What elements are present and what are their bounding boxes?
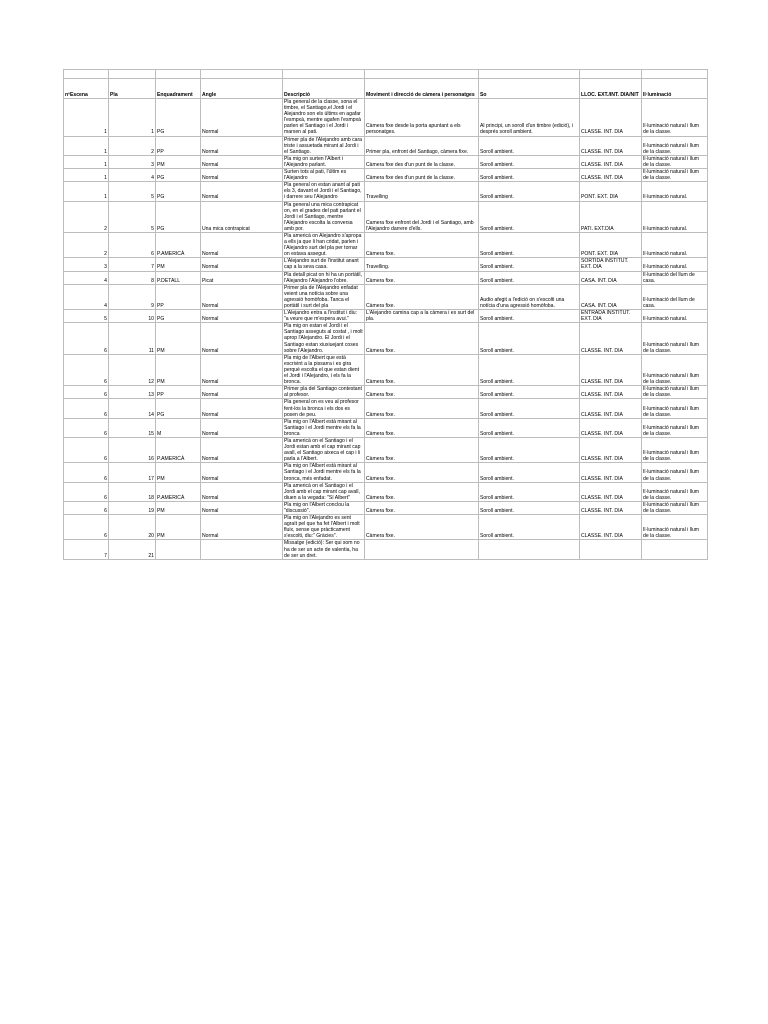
table-row — [64, 418, 708, 437]
cell-moviment: Càmera fixe. — [365, 463, 479, 482]
cell-angle: Normal — [201, 232, 283, 257]
cell-descripcio: Pla americà on el Santiago i el Jordi estan amb el cap mirant cap avall, el Santiago aixeca el cap i li parla a l'Albert. — [283, 437, 365, 462]
cell-enquadrament — [156, 540, 201, 559]
cell-lloc: CLASSE. INT. DIA — [580, 386, 642, 399]
table-row — [64, 463, 708, 482]
cell-enquadrament: P.AMERICÀ — [156, 232, 201, 257]
cell-angle: Normal — [201, 323, 283, 354]
table-row — [64, 136, 708, 155]
cell-lloc: CLASSE. INT. DIA — [580, 501, 642, 514]
header-enquadrament: Enquadrament — [156, 79, 201, 99]
cell-illuminacio — [642, 540, 708, 559]
cell-escena: 1 — [64, 169, 109, 182]
cell-enquadrament: PG — [156, 169, 201, 182]
storyboard-table — [63, 69, 708, 560]
empty-cell — [580, 70, 642, 79]
table-row — [64, 155, 708, 168]
cell-escena: 4 — [64, 284, 109, 309]
cell-so: Soroll ambient. — [479, 136, 580, 155]
cell-illuminacio: Il·luminació natural i llum de la classe. — [642, 437, 708, 462]
cell-escena: 6 — [64, 354, 109, 385]
cell-escena: 4 — [64, 271, 109, 284]
cell-moviment: Càmera fixe. — [365, 501, 479, 514]
table-row — [64, 310, 708, 323]
cell-moviment: Càmera fixe. — [365, 386, 479, 399]
cell-moviment: Càmera fixe. — [365, 482, 479, 501]
cell-escena: 6 — [64, 482, 109, 501]
cell-lloc: ENTRADA INSTITUT. EXT. DIA — [580, 310, 642, 323]
header-escena: nºEscena — [64, 79, 109, 99]
cell-escena: 2 — [64, 201, 109, 232]
cell-angle: Normal — [201, 284, 283, 309]
cell-lloc: CLASSE. INT. DIA — [580, 463, 642, 482]
cell-descripcio: Pla americà on el Santiago i el Jordi amb el cap mirant cap avall, diuen a la vegada: "Sí Albert" — [283, 482, 365, 501]
header-descripcio: Descripció — [283, 79, 365, 99]
header-angle: Angle — [201, 79, 283, 99]
cell-so: Soroll ambient. — [479, 482, 580, 501]
cell-lloc: CASA. INT. DIA — [580, 284, 642, 309]
cell-so: Soroll ambient. — [479, 437, 580, 462]
cell-lloc: SORTIDA INSTITUT. EXT. DIA — [580, 258, 642, 271]
cell-lloc: CLASSE. INT. DIA — [580, 482, 642, 501]
cell-descripcio: Pla mig on surten l'Albert i l'Alejandro parlant. — [283, 155, 365, 168]
cell-descripcio: Pla mig de l'Albert que està escrivint a la pissarra i es gira perquè escolta el que estan dient el Jordi i l'Alejandro, i els fa la bronca. — [283, 354, 365, 385]
cell-moviment: Travelling. — [365, 258, 479, 271]
cell-descripcio: Missatge (edició): Ser qui som no ha de ser un acte de valentia, ha de ser un dret. — [283, 540, 365, 559]
cell-illuminacio: Il·luminació natural i llum de la classe. — [642, 399, 708, 418]
cell-pla: 9 — [109, 284, 156, 309]
cell-so: Soroll ambient. — [479, 501, 580, 514]
cell-escena: 1 — [64, 99, 109, 137]
cell-lloc: CLASSE. INT. DIA — [580, 437, 642, 462]
cell-pla: 12 — [109, 354, 156, 385]
cell-enquadrament: PP — [156, 136, 201, 155]
cell-pla: 13 — [109, 386, 156, 399]
cell-illuminacio: Il·luminació natural. — [642, 182, 708, 201]
cell-escena: 2 — [64, 232, 109, 257]
cell-illuminacio: Il·luminació natural i llum de la classe. — [642, 482, 708, 501]
cell-moviment: Càmera fixe. — [365, 437, 479, 462]
cell-pla: 5 — [109, 201, 156, 232]
cell-moviment: Camera fixe enfront del Jordi i el Santiago, amb l'Alejandro darrere d'ells. — [365, 201, 479, 232]
table-row — [64, 271, 708, 284]
cell-lloc: CLASSE. INT. DIA — [580, 515, 642, 540]
empty-cell — [365, 70, 479, 79]
cell-so: Soroll ambient. — [479, 310, 580, 323]
cell-descripcio: Primer pla del Santiago contestant al profesor. — [283, 386, 365, 399]
cell-so: Soroll ambient. — [479, 155, 580, 168]
cell-illuminacio: Il·luminació natural. — [642, 201, 708, 232]
cell-escena: 6 — [64, 399, 109, 418]
table-row — [64, 201, 708, 232]
empty-cell — [479, 70, 580, 79]
empty-cell — [642, 70, 708, 79]
table-row — [64, 182, 708, 201]
cell-moviment: Càmera fixe. — [365, 232, 479, 257]
cell-lloc: CLASSE. INT. DIA — [580, 418, 642, 437]
cell-angle: Normal — [201, 310, 283, 323]
cell-moviment: Càmera fixe. — [365, 323, 479, 354]
cell-angle: Normal — [201, 136, 283, 155]
cell-descripcio: Pla mig on l'Albert està mirant al Santiago i el Jordi mentre els fa la bronca, més enfadat. — [283, 463, 365, 482]
cell-lloc: CLASSE. INT. DIA — [580, 399, 642, 418]
cell-angle: Normal — [201, 169, 283, 182]
cell-descripcio: Pla mig on l'Albert conclou la "discussió". — [283, 501, 365, 514]
cell-escena: 6 — [64, 515, 109, 540]
cell-pla: 10 — [109, 310, 156, 323]
cell-lloc: PONT. EXT. DIA — [580, 182, 642, 201]
cell-descripcio: Primer pla de l'Alejandro enfadat veient una notícia sobre una agressió homòfoba. Tanca el portàtil i surt del pla — [283, 284, 365, 309]
cell-so: Soroll ambient. — [479, 386, 580, 399]
cell-so: Soroll ambient. — [479, 418, 580, 437]
cell-enquadrament: PM — [156, 463, 201, 482]
cell-enquadrament: PM — [156, 354, 201, 385]
cell-descripcio: Pla general de la classe, sona el timbre, el Santiago,el Jordi i el Alejandro son els últims en agafar l'esmpxà, mentre agafen l'esmpxà parlen el Santiago i el Jordi i marxen al pati. — [283, 99, 365, 137]
cell-illuminacio: Il·luminació natural i llum de la classe. — [642, 354, 708, 385]
cell-escena: 3 — [64, 258, 109, 271]
cell-enquadrament: PP — [156, 386, 201, 399]
cell-angle: Normal — [201, 155, 283, 168]
header-lloc: LLOC. EXT./INT. DIA/NIT — [580, 79, 642, 99]
cell-pla: 2 — [109, 136, 156, 155]
cell-escena: 1 — [64, 136, 109, 155]
header-pla: Pla — [109, 79, 156, 99]
table-row — [64, 354, 708, 385]
cell-pla: 21 — [109, 540, 156, 559]
table-row — [64, 437, 708, 462]
cell-angle: Normal — [201, 418, 283, 437]
cell-angle: Picat — [201, 271, 283, 284]
cell-descripcio: Pla general on es veu al profesor fent-los la bronca i els dos es posen de peu. — [283, 399, 365, 418]
cell-illuminacio: Il·luminació natural i llum de la classe. — [642, 169, 708, 182]
cell-lloc: CLASSE. INT. DIA — [580, 354, 642, 385]
cell-lloc: PATI. EXT.DIA — [580, 201, 642, 232]
cell-so: Soroll ambient. — [479, 258, 580, 271]
cell-moviment: Càmera fixe. — [365, 271, 479, 284]
cell-angle — [201, 540, 283, 559]
cell-descripcio: Primer pla de l'Alejandro amb cara triste i assuetada mirant al Jordi i el Santiago. — [283, 136, 365, 155]
cell-enquadrament: P.DETALL — [156, 271, 201, 284]
cell-moviment: Càmera fixe. — [365, 354, 479, 385]
cell-illuminacio: Il·luminació natural i llum de la classe. — [642, 386, 708, 399]
cell-enquadrament: PG — [156, 201, 201, 232]
cell-descripcio: Pla detall picat on hi ha un portàtil, l'Alejandro l'Alejandro l'obre. — [283, 271, 365, 284]
header-so: So — [479, 79, 580, 99]
cell-enquadrament: M — [156, 418, 201, 437]
cell-moviment: L'Alejandro camina cap a la càmera i es surt del pla. — [365, 310, 479, 323]
cell-illuminacio: Il·luminació natural i llum de la classe. — [642, 136, 708, 155]
cell-so — [479, 540, 580, 559]
table-row — [64, 323, 708, 354]
cell-pla: 6 — [109, 232, 156, 257]
cell-so: Soroll ambient. — [479, 169, 580, 182]
cell-so: Soroll ambient. — [479, 201, 580, 232]
blank-row — [64, 70, 708, 79]
cell-escena: 6 — [64, 501, 109, 514]
table-row — [64, 399, 708, 418]
cell-enquadrament: PG — [156, 310, 201, 323]
cell-illuminacio: Il·luminació natural i llum de la classe. — [642, 515, 708, 540]
cell-so: Soroll ambient. — [479, 463, 580, 482]
cell-illuminacio: Il·luminació del llum de casa. — [642, 271, 708, 284]
cell-enquadrament: PM — [156, 323, 201, 354]
cell-so: Soroll ambient. — [479, 271, 580, 284]
cell-pla: 20 — [109, 515, 156, 540]
cell-illuminacio: Il·luminació natural i llum de la classe. — [642, 99, 708, 137]
cell-enquadrament: P.AMERICÀ — [156, 482, 201, 501]
cell-lloc: CASA. INT. DIA — [580, 271, 642, 284]
cell-enquadrament: PM — [156, 501, 201, 514]
table-row — [64, 386, 708, 399]
cell-illuminacio: Il·luminació natural i llum de la classe. — [642, 501, 708, 514]
cell-moviment: Càmera fixe des d'un punt de la classe. — [365, 155, 479, 168]
cell-enquadrament: PP — [156, 284, 201, 309]
cell-angle: Normal — [201, 99, 283, 137]
cell-moviment — [365, 540, 479, 559]
cell-escena: 1 — [64, 155, 109, 168]
cell-angle: Normal — [201, 399, 283, 418]
cell-so: Soroll ambient. — [479, 354, 580, 385]
cell-moviment: Primer pla, enfront del Santiago, càmera fixe. — [365, 136, 479, 155]
cell-illuminacio: Il·luminació del llum de casa. — [642, 284, 708, 309]
cell-angle: Normal — [201, 258, 283, 271]
cell-enquadrament: PM — [156, 155, 201, 168]
cell-descripcio: Pla general una mica contrapicat on, en el grades del pati parlant el Jordi i el Santiago, mentre l'Alejandro escolta la conversa amb por. — [283, 201, 365, 232]
cell-angle: Normal — [201, 182, 283, 201]
cell-escena: 5 — [64, 310, 109, 323]
cell-escena: 6 — [64, 386, 109, 399]
cell-so: Soroll ambient. — [479, 232, 580, 257]
cell-pla: 4 — [109, 169, 156, 182]
table-row — [64, 501, 708, 514]
table-row — [64, 232, 708, 257]
cell-illuminacio: Il·luminació natural i llum de la classe. — [642, 323, 708, 354]
cell-pla: 19 — [109, 501, 156, 514]
cell-moviment: Càmera fixe. — [365, 515, 479, 540]
cell-moviment: Càmera fixe des d'un punt de la classe. — [365, 169, 479, 182]
cell-angle: Normal — [201, 354, 283, 385]
cell-moviment: Càmera fixe. — [365, 284, 479, 309]
cell-so: Soroll ambient. — [479, 323, 580, 354]
cell-enquadrament: PM — [156, 258, 201, 271]
cell-illuminacio: Il·luminació natural i llum de la classe. — [642, 155, 708, 168]
cell-pla: 1 — [109, 99, 156, 137]
cell-moviment: Travelling — [365, 182, 479, 201]
cell-pla: 15 — [109, 418, 156, 437]
cell-escena: 6 — [64, 418, 109, 437]
cell-escena: 6 — [64, 437, 109, 462]
empty-cell — [64, 70, 109, 79]
cell-angle: Normal — [201, 482, 283, 501]
header-row — [64, 79, 708, 99]
cell-angle: Una mica contrapicat — [201, 201, 283, 232]
cell-pla: 11 — [109, 323, 156, 354]
table-row — [64, 169, 708, 182]
cell-angle: Normal — [201, 501, 283, 514]
cell-pla: 5 — [109, 182, 156, 201]
cell-illuminacio: Il·luminació natural i llum de la classe. — [642, 463, 708, 482]
cell-enquadrament: P.AMERICÀ — [156, 437, 201, 462]
cell-descripcio: L'Alejandro surt de l'institut anant cap a la seva casa. — [283, 258, 365, 271]
empty-cell — [201, 70, 283, 79]
cell-lloc: CLASSE. INT. DIA — [580, 136, 642, 155]
header-illuminacio: Il·luminació — [642, 79, 708, 99]
empty-cell — [283, 70, 365, 79]
cell-enquadrament: PG — [156, 182, 201, 201]
cell-descripcio: L'Alejandro entra a l'institut i diu: "a veure que m'espera avui." — [283, 310, 365, 323]
cell-moviment: Càmera fixe desde la porta apuntant a els personatges. — [365, 99, 479, 137]
cell-moviment: Càmera fixe. — [365, 418, 479, 437]
cell-descripcio: Pla mig on estan el Jordi i el Santiago asseguts al costat , i molt aprop l'Alejandro. El Jordi i el Santiago estan xiuxiuejant coses sobre l'Alejandro. — [284, 323, 363, 354]
cell-angle: Normal — [201, 386, 283, 399]
cell-pla: 17 — [109, 463, 156, 482]
cell-lloc: CLASSE. INT. DIA — [580, 155, 642, 168]
cell-angle: Normal — [201, 437, 283, 462]
cell-illuminacio: Il·luminació natural. — [642, 310, 708, 323]
table-row — [64, 99, 708, 137]
cell-so: Al principi, un sorolI d'un timbre (edició), i després soroll ambient. — [479, 99, 580, 137]
cell-lloc: CLASSE. INT. DIA — [580, 99, 642, 137]
cell-illuminacio: Il·luminació natural. — [642, 258, 708, 271]
cell-so: Soroll ambient. — [479, 182, 580, 201]
cell-angle: Normal — [201, 515, 283, 540]
cell-pla: 7 — [109, 258, 156, 271]
cell-descripcio: Pla general on estan anant al pati els 3, davant el Jordi i el Santiago, i darrere seu l'Alejandro — [283, 182, 365, 201]
cell-angle: Normal — [201, 463, 283, 482]
cell-descripcio: Pla mig on l'Albert està mirant al Santiago i el Jordi mentre els fa la bronca — [283, 418, 365, 437]
cell-descripcio: Pla americà on Alejandro s'apropa a ells ja que li han cridat, parlen i l'Alejandro surt del pla per tornar on estava assegut. — [283, 232, 365, 257]
cell-enquadrament: PG — [156, 99, 201, 137]
cell-pla: 14 — [109, 399, 156, 418]
table-body — [64, 70, 708, 560]
table-row — [64, 258, 708, 271]
cell-so: Audio afegit a l'edició on s'escolti una notícia d'una agressió homòfoba. — [479, 284, 580, 309]
cell-pla: 3 — [109, 155, 156, 168]
table-row — [64, 540, 708, 559]
cell-escena: 1 — [64, 182, 109, 201]
table-row — [64, 515, 708, 540]
cell-so: Soroll ambient. — [479, 515, 580, 540]
header-moviment: Moviment i direcció de càmera i personatges — [365, 79, 479, 99]
empty-cell — [109, 70, 156, 79]
cell-descripcio: Pla mig on l'Alejandro es sent agraït pel que ha fet l'Albert i molt fluix, sense que pràcticament s'escolti, diu:" Gràcies". — [283, 515, 365, 540]
cell-lloc: PONT. EXT. DIA — [580, 232, 642, 257]
cell-escena: 7 — [64, 540, 109, 559]
cell-pla: 8 — [109, 271, 156, 284]
cell-enquadrament: PM — [156, 515, 201, 540]
cell-pla: 18 — [109, 482, 156, 501]
cell-moviment: Càmera fixe. — [365, 399, 479, 418]
cell-lloc — [580, 540, 642, 559]
cell-escena: 6 — [64, 323, 109, 354]
cell-illuminacio: Il·luminació natural i llum de la classe. — [642, 418, 708, 437]
empty-cell — [156, 70, 201, 79]
cell-lloc: CLASSE. INT. DIA — [580, 323, 642, 354]
cell-so: Soroll ambient. — [479, 399, 580, 418]
cell-escena: 6 — [64, 463, 109, 482]
cell-descripcio: Surten tots al pati, l'últim es l'Alejandro — [283, 169, 365, 182]
cell-enquadrament: PG — [156, 399, 201, 418]
cell-pla: 16 — [109, 437, 156, 462]
cell-lloc: CLASSE. INT. DIA — [580, 169, 642, 182]
cell-illuminacio: Il·luminació natural. — [642, 232, 708, 257]
table-row — [64, 284, 708, 309]
table-row — [64, 482, 708, 501]
